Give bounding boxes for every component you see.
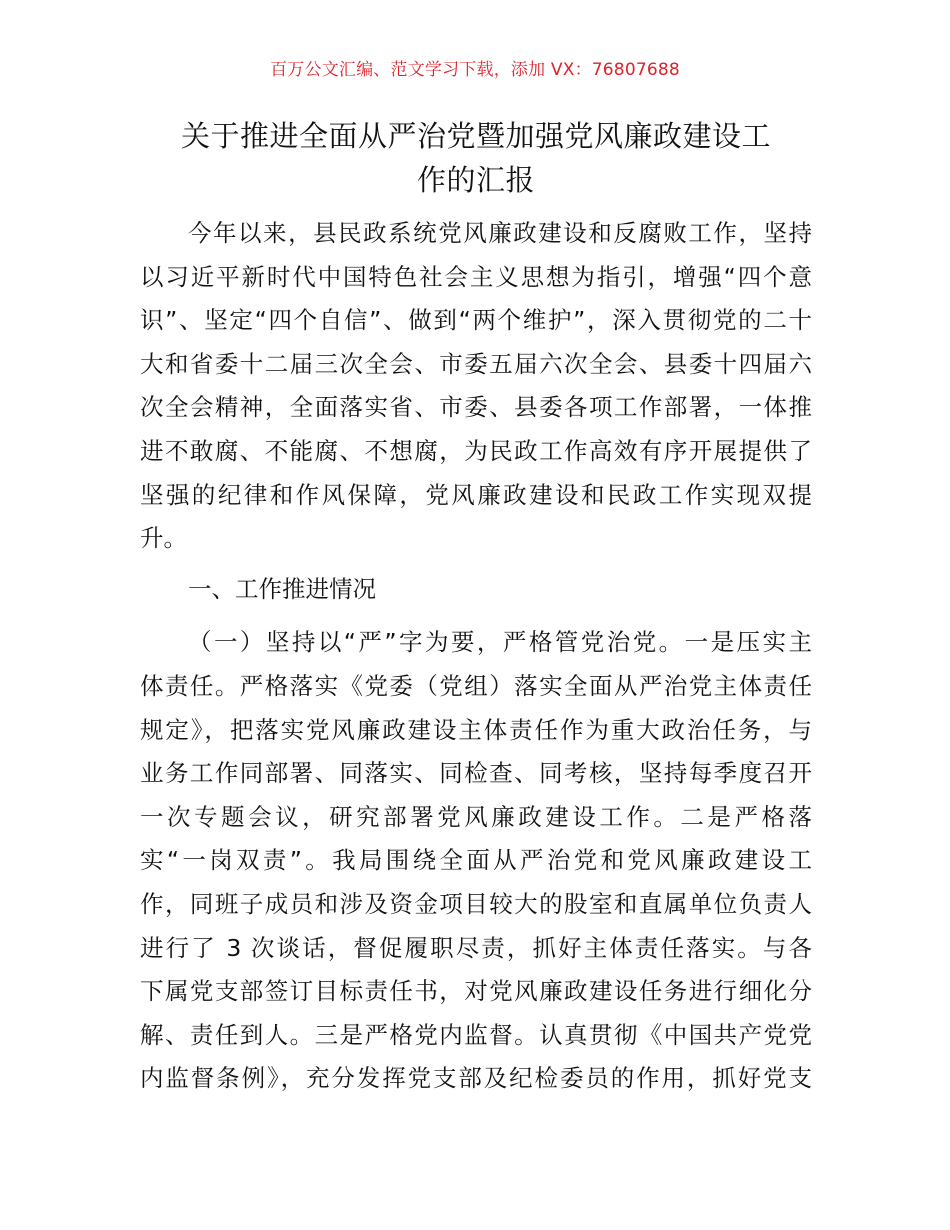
paragraph-line: 作，同班子成员和涉及资金项目较大的股室和直属单位负责人 — [140, 889, 812, 918]
watermark-banner: 百万公文汇编、范文学习下载，添加 VX：76807688 — [270, 60, 680, 80]
paragraph-line: 进行了 3 次谈话，督促履职尽责，抓好主体责任落实。与各 — [140, 933, 812, 962]
paragraph-line: 坚强的纪律和作风保障，党风廉政建设和民政工作实现双提 — [140, 480, 812, 509]
paragraph-line: （一）坚持以“严”字为要，严格管党治党。一是压实主 — [188, 628, 812, 657]
intro-paragraph — [140, 212, 812, 561]
paragraph-line: 规定》，把落实党风廉政建设主体责任作为重大政治任务，与 — [140, 715, 812, 744]
paragraph-line: 次全会精神，全面落实省、市委、县委各项工作部署，一体推 — [140, 393, 812, 422]
document-body — [140, 212, 812, 1101]
paragraph-line: 内监督条例》，充分发挥党支部及纪检委员的作用，抓好党支 — [140, 1064, 812, 1093]
paragraph-line: 今年以来，县民政系统党风廉政建设和反腐败工作，坚持 — [188, 219, 812, 247]
paragraph-line: 下属党支部签订目标责任书，对党风廉政建设任务进行细化分 — [140, 977, 812, 1006]
paragraph-line: 以习近平新时代中国特色社会主义思想为指引，增强“四个意 — [140, 262, 812, 291]
paragraph-line: 实“一岗双责”。我局围绕全面从严治党和党风廉政建设工 — [140, 846, 812, 875]
title-line-2: 作的汇报 — [416, 163, 535, 197]
paragraph-line: 体责任。严格落实《党委（党组）落实全面从严治党主体责任 — [140, 671, 812, 700]
paragraph-line: 业务工作同部署、同落实、同检查、同考核，坚持每季度召开 — [140, 759, 812, 788]
paragraph-line: 一次专题会议，研究部署党风廉政建设工作。二是严格落 — [140, 802, 812, 831]
document-title — [140, 114, 812, 202]
paragraph-line: 进不敢腐、不能腐、不想腐，为民政工作高效有序开展提供了 — [140, 436, 812, 465]
paragraph-line: 大和省委十二届三次全会、市委五届六次全会、县委十四届六 — [140, 349, 812, 378]
paragraph-line: 解、责任到人。三是严格党内监督。认真贯彻《中国共产党党 — [140, 1020, 812, 1049]
section-1-paragraph — [140, 621, 812, 1101]
section-heading: 一、工作推进情况 — [188, 574, 376, 603]
paragraph-line: 升。 — [140, 524, 187, 553]
paragraph-line: 识”、坚定“四个自信”、做到“两个维护”，深入贯彻党的二十 — [140, 306, 812, 335]
title-line-1: 关于推进全面从严治党暨加强党风廉政建设工 — [180, 119, 771, 153]
